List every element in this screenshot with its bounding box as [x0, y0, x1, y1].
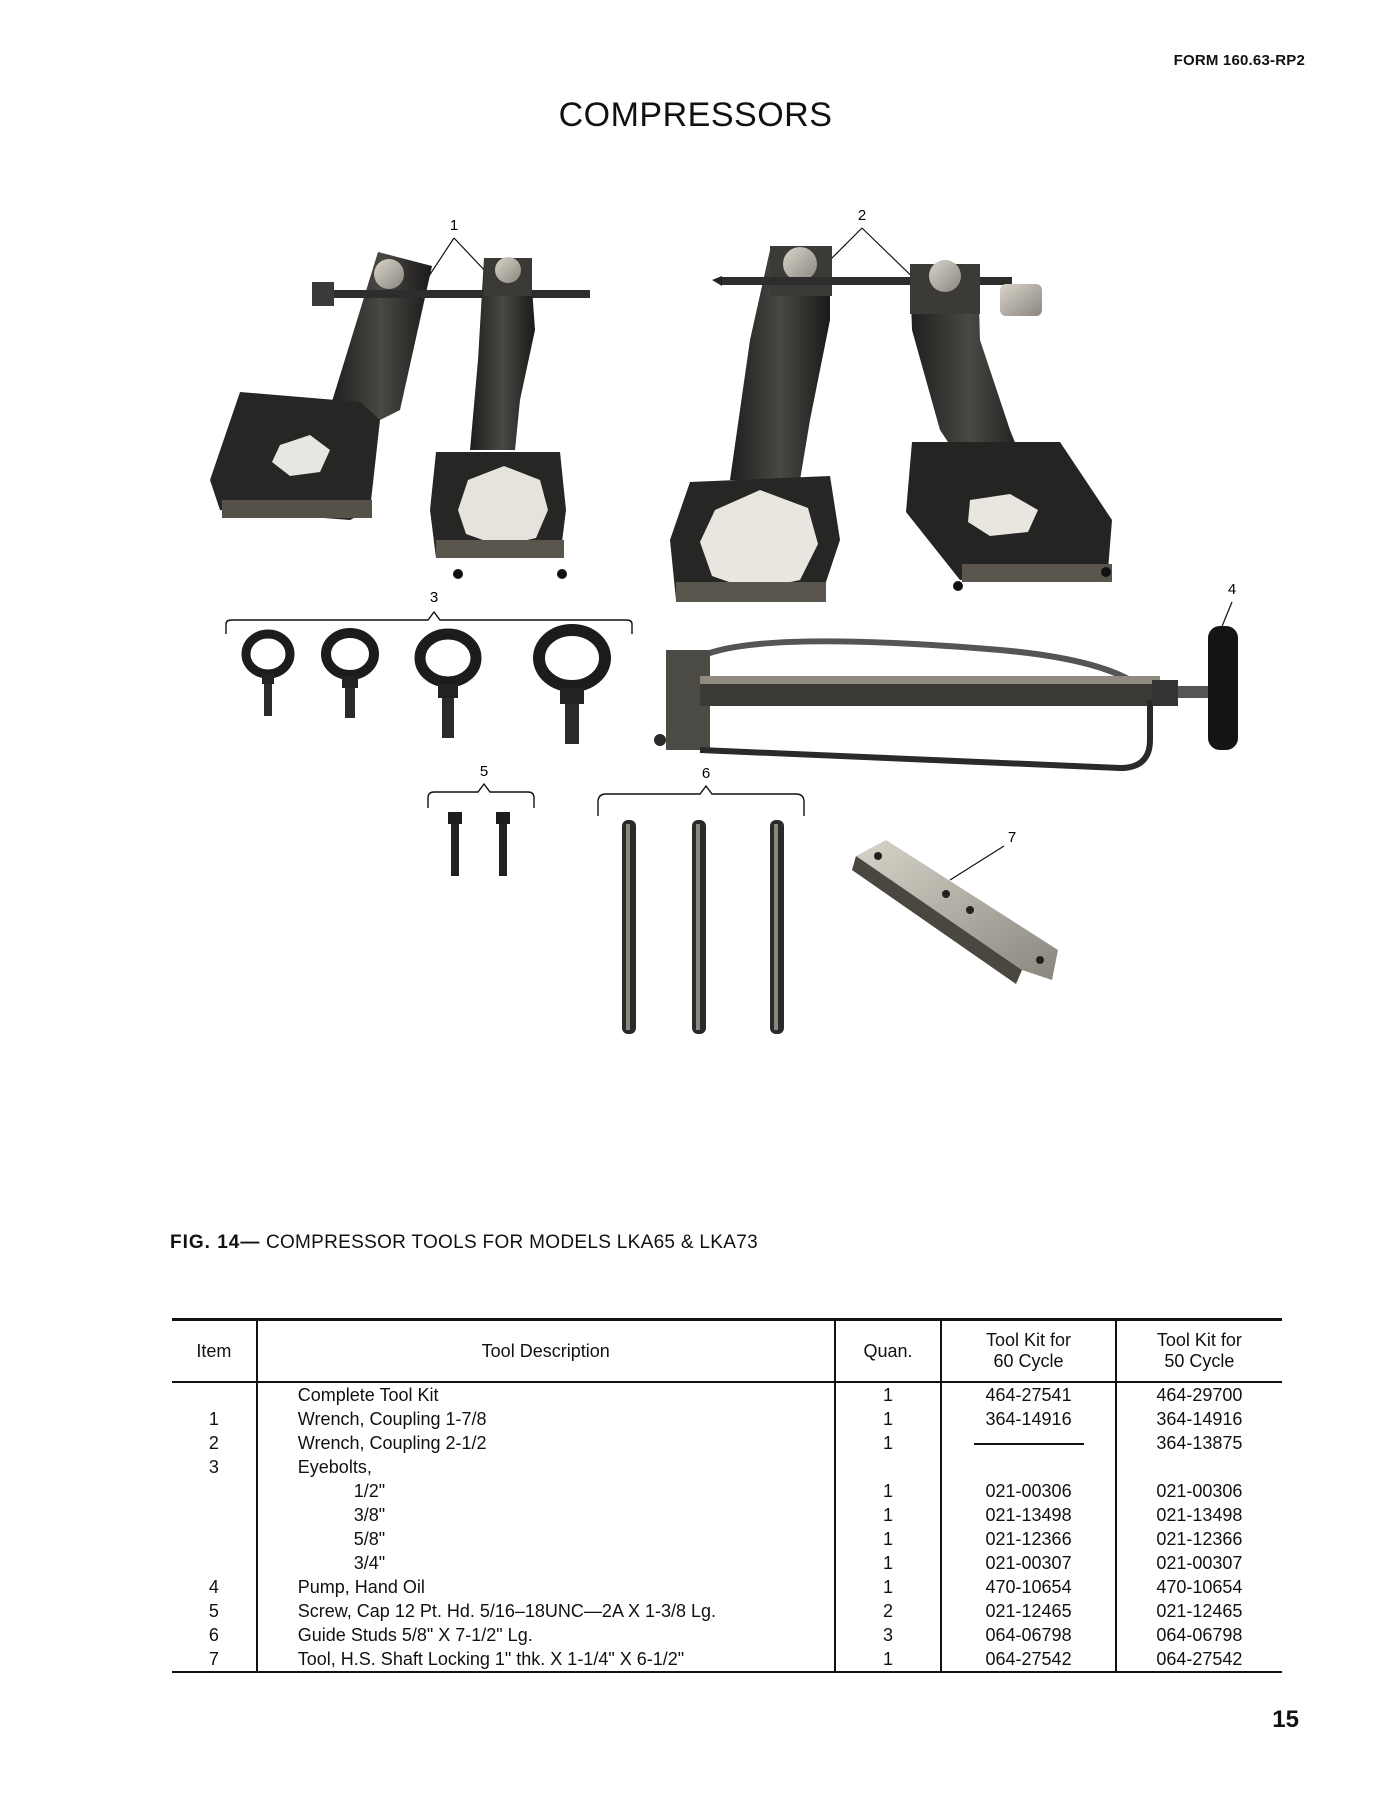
- cell-item: 3: [208, 1457, 219, 1477]
- eyebolt-1-2: [246, 634, 290, 716]
- cell-item: [172, 1479, 257, 1503]
- cell-kit-60: 021-13498: [941, 1503, 1115, 1527]
- cell-quantity: 1: [835, 1527, 942, 1551]
- eyebolt-set: [246, 630, 605, 744]
- table-row: [172, 1407, 1282, 1431]
- header-kit-60-line1: Tool Kit for: [986, 1330, 1072, 1350]
- cell-description: 3/4": [257, 1551, 835, 1575]
- shaft-locking-tool: [852, 840, 1058, 984]
- callout-1-label: 1: [449, 217, 459, 234]
- cell-kit-50: 021-00306: [1116, 1479, 1282, 1503]
- cell-item: [172, 1551, 257, 1575]
- table-row: [172, 1455, 1282, 1479]
- cell-kit-50: [1116, 1455, 1282, 1479]
- page-number: 15: [1272, 1706, 1299, 1733]
- table-row: [172, 1623, 1282, 1647]
- cell-quantity: 3: [835, 1623, 942, 1647]
- table-row: [172, 1647, 1282, 1672]
- table-row: [172, 1575, 1282, 1599]
- table-row: [172, 1599, 1282, 1623]
- callout-4-label: 4: [1227, 581, 1237, 598]
- cell-kit-50: 064-06798: [1116, 1623, 1282, 1647]
- figure-caption-text: COMPRESSOR TOOLS FOR MODELS LKA65 & LKA73: [260, 1232, 758, 1253]
- callout-5-label: 5: [479, 763, 489, 780]
- cell-quantity: 1: [835, 1479, 942, 1503]
- cell-kit-60: 064-06798: [941, 1623, 1115, 1647]
- tool-kit-table: [172, 1318, 1282, 1673]
- cell-item: 2: [208, 1433, 219, 1453]
- cell-item: [172, 1503, 257, 1527]
- cell-kit-50: 021-00307: [1116, 1551, 1282, 1575]
- form-number: FORM 160.63-RP2: [1173, 52, 1305, 69]
- cell-description: Complete Tool Kit: [257, 1382, 835, 1407]
- header-kit-60-line2: 60 Cycle: [993, 1351, 1064, 1371]
- cell-description: Screw, Cap 12 Pt. Hd. 5/16–18UNC—2A X 1-3/8 Lg.: [257, 1599, 835, 1623]
- cell-kit-50: 364-13875: [1116, 1431, 1282, 1455]
- cell-description: 5/8": [257, 1527, 835, 1551]
- figure-compressor-tools: [0, 180, 1391, 1220]
- cell-quantity: [835, 1455, 942, 1479]
- eyebolt-3-8: [326, 633, 374, 718]
- callout-6: [598, 765, 804, 816]
- hand-oil-pump: [654, 626, 1238, 768]
- cell-description: Guide Studs 5/8" X 7-1/2" Lg.: [257, 1623, 835, 1647]
- header-kit-50-line1: Tool Kit for: [1156, 1330, 1242, 1350]
- cell-kit-60: 021-12465: [941, 1599, 1115, 1623]
- not-available-dash: [974, 1443, 1084, 1445]
- cell-description: Eyebolts,: [257, 1455, 835, 1479]
- cell-description: Pump, Hand Oil: [257, 1575, 835, 1599]
- cell-item: 5: [208, 1601, 219, 1621]
- table-header-row: [172, 1320, 1282, 1383]
- eyebolt-5-8: [420, 634, 476, 738]
- page-title: COMPRESSORS: [558, 96, 833, 134]
- cell-kit-50: 364-14916: [1116, 1407, 1282, 1431]
- table-row: [172, 1527, 1282, 1551]
- cell-kit-60: 021-00307: [941, 1551, 1115, 1575]
- cell-item: [172, 1382, 257, 1407]
- cell-description: 1/2": [257, 1479, 835, 1503]
- cell-item: 1: [208, 1409, 219, 1429]
- cell-kit-60: 064-27542: [941, 1647, 1115, 1672]
- cell-kit-60: [941, 1455, 1115, 1479]
- callout-7-label: 7: [1007, 829, 1017, 846]
- cell-description: Wrench, Coupling 2-1/2: [257, 1431, 835, 1455]
- cell-kit-60: 364-14916: [941, 1407, 1115, 1431]
- cell-quantity: 1: [835, 1575, 942, 1599]
- figure-caption: [170, 1232, 758, 1254]
- cell-quantity: 1: [835, 1503, 942, 1527]
- cell-item: 7: [172, 1647, 257, 1672]
- cell-kit-60: 021-00306: [941, 1479, 1115, 1503]
- callout-2-label: 2: [857, 207, 867, 224]
- cap-screws: [448, 812, 510, 876]
- eyebolt-3-4: [539, 630, 605, 744]
- table-row: [172, 1551, 1282, 1575]
- cell-quantity: 1: [835, 1551, 942, 1575]
- cell-kit-60: 470-10654: [941, 1575, 1115, 1599]
- callout-3-label: 3: [429, 589, 439, 606]
- cell-kit-50: 021-13498: [1116, 1503, 1282, 1527]
- cell-quantity: 1: [835, 1407, 942, 1431]
- cell-description: Tool, H.S. Shaft Locking 1" thk. X 1-1/4" X 6-1/2": [257, 1647, 835, 1672]
- header-description: Tool Description: [257, 1320, 835, 1383]
- table-row: [172, 1431, 1282, 1455]
- table-row: [172, 1382, 1282, 1407]
- callout-7: [950, 829, 1016, 880]
- table-row: [172, 1503, 1282, 1527]
- figure-caption-label: FIG. 14—: [170, 1232, 261, 1253]
- table-row: [172, 1479, 1282, 1503]
- cell-item: 4: [208, 1577, 219, 1597]
- cell-kit-50: 021-12465: [1116, 1599, 1282, 1623]
- cell-quantity: 2: [835, 1599, 942, 1623]
- header-kit-60: [941, 1320, 1115, 1383]
- cell-item: [172, 1527, 257, 1551]
- cell-kit-50: 021-12366: [1116, 1527, 1282, 1551]
- cell-kit-60: 021-12366: [941, 1527, 1115, 1551]
- coupling-wrench-2-1-2: [670, 246, 1112, 602]
- callout-6-label: 6: [701, 765, 711, 782]
- cell-kit-50: 464-29700: [1116, 1382, 1282, 1407]
- cell-description: Wrench, Coupling 1-7/8: [257, 1407, 835, 1431]
- cell-kit-60: 464-27541: [941, 1382, 1115, 1407]
- header-kit-50: [1116, 1320, 1282, 1383]
- guide-studs: [622, 820, 784, 1034]
- cell-quantity: 1: [835, 1647, 942, 1672]
- cell-item: 6: [208, 1625, 219, 1645]
- header-quantity: Quan.: [835, 1320, 942, 1383]
- cell-description: 3/8": [257, 1503, 835, 1527]
- header-kit-50-line2: 50 Cycle: [1164, 1351, 1235, 1371]
- cell-quantity: 1: [835, 1382, 942, 1407]
- cell-kit-50: 470-10654: [1116, 1575, 1282, 1599]
- header-item: Item: [172, 1320, 257, 1383]
- callout-5: [428, 763, 534, 808]
- cell-quantity: 1: [835, 1431, 942, 1455]
- coupling-wrench-1-7-8: [210, 252, 590, 579]
- cell-kit-60-not-available: [941, 1431, 1115, 1455]
- cell-kit-50: 064-27542: [1116, 1647, 1282, 1672]
